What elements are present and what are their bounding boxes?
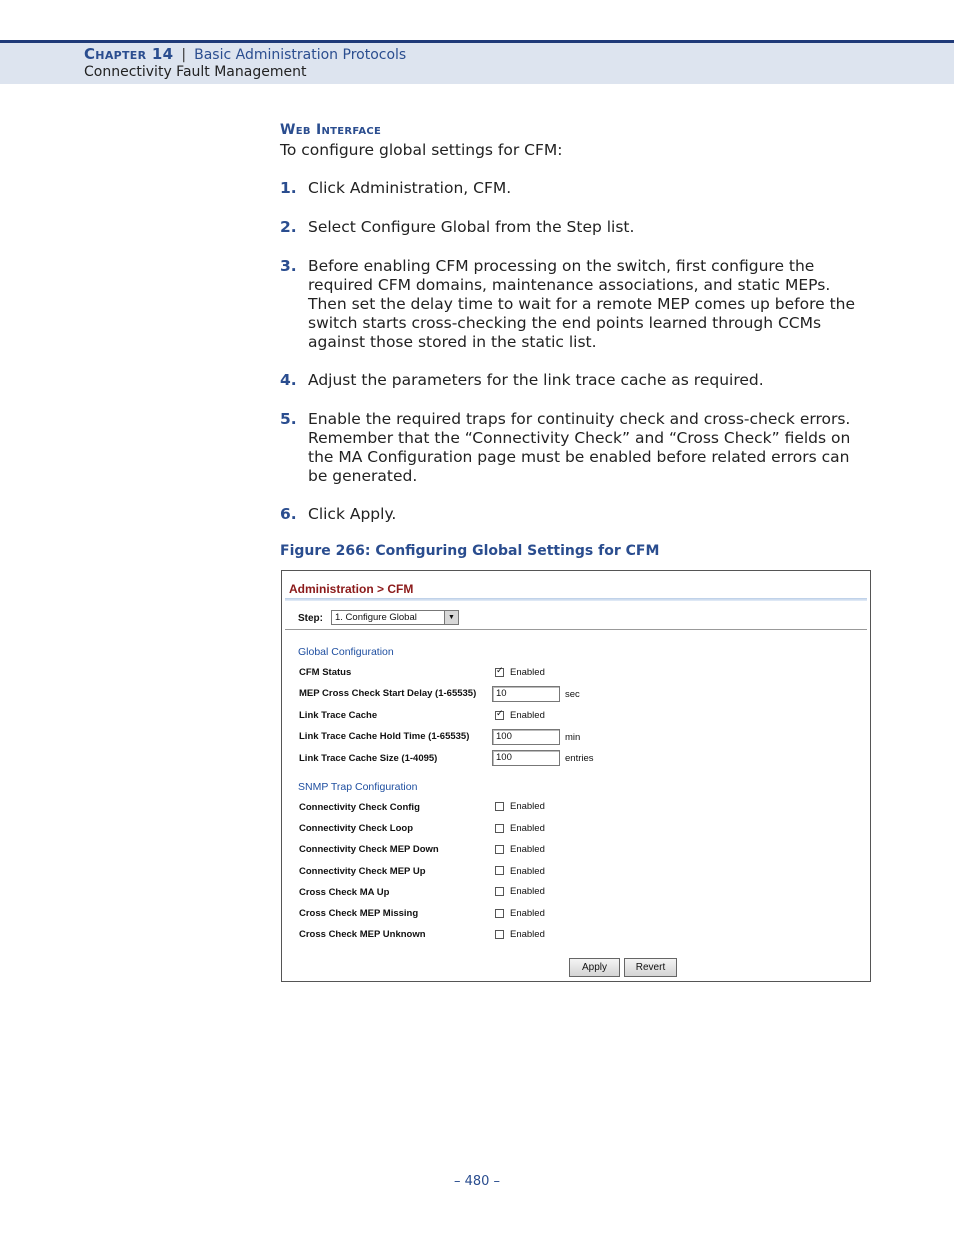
cc-loop-enabled-text: Enabled xyxy=(510,823,545,834)
cfm-status-checkbox[interactable] xyxy=(495,668,504,677)
step-divider xyxy=(285,629,867,630)
breadcrumb-divider xyxy=(285,598,867,601)
cross-check-mep-unknown-checkbox[interactable] xyxy=(495,930,504,939)
section-title: Connectivity Fault Management xyxy=(84,64,307,80)
breadcrumb: Administration > CFM xyxy=(289,582,414,596)
cc-mep-down-checkbox[interactable] xyxy=(495,845,504,854)
chapter-separator: | xyxy=(181,47,187,63)
chapter-title: Basic Administration Protocols xyxy=(194,47,407,63)
cc-mep-down-enabled-text: Enabled xyxy=(510,844,545,855)
link-trace-hold-time-label: Link Trace Cache Hold Time (1-65535) xyxy=(299,731,470,742)
revert-button[interactable]: Revert xyxy=(624,958,677,977)
cross-check-ma-up-enabled-text: Enabled xyxy=(510,886,545,897)
step-number: 2. xyxy=(280,218,297,236)
global-configuration-title: Global Configuration xyxy=(298,646,394,658)
cc-config-enabled-text: Enabled xyxy=(510,801,545,812)
cc-mep-up-checkbox[interactable] xyxy=(495,866,504,875)
link-trace-cache-size-unit: entries xyxy=(565,753,594,764)
snmp-trap-configuration-title: SNMP Trap Configuration xyxy=(298,781,418,793)
step-text: Select Configure Global from the Step list. xyxy=(308,218,635,236)
mep-cross-check-delay-label: MEP Cross Check Start Delay (1-65535) xyxy=(299,688,477,699)
figure-caption: Figure 266: Configuring Global Settings for CFM xyxy=(280,543,660,559)
cc-mep-up-enabled-text: Enabled xyxy=(510,866,545,877)
step-text: Adjust the parameters for the link trace cache as required. xyxy=(308,371,764,389)
link-trace-cache-checkbox[interactable] xyxy=(495,711,504,720)
cc-loop-label: Connectivity Check Loop xyxy=(299,823,414,834)
cc-config-label: Connectivity Check Config xyxy=(299,802,420,813)
step-text: Before enabling CFM processing on the switch, first configure the required CFM domains, maintenance associations, and static MEPs. Then set the delay time to wait for a remote MEP comes up before the switch starts cross-checking the end points learned through CCMs against those stored in the static list. xyxy=(308,257,856,351)
mep-cross-check-delay-unit: sec xyxy=(565,689,580,700)
step-number: 1. xyxy=(280,179,297,197)
chapter-line xyxy=(84,45,406,63)
cc-mep-up-label: Connectivity Check MEP Up xyxy=(299,866,426,877)
mep-cross-check-delay-input[interactable]: 10 xyxy=(492,686,560,702)
step-label: Step: xyxy=(298,613,323,624)
chapter-number: Chapter 14 xyxy=(84,45,174,63)
step-number: 4. xyxy=(280,371,297,389)
step-number: 5. xyxy=(280,410,297,428)
link-trace-cache-label: Link Trace Cache xyxy=(299,710,378,721)
cross-check-ma-up-label: Cross Check MA Up xyxy=(299,887,390,898)
cross-check-mep-missing-enabled-text: Enabled xyxy=(510,908,545,919)
intro-text: To configure global settings for CFM: xyxy=(280,141,563,159)
cross-check-mep-missing-checkbox[interactable] xyxy=(495,909,504,918)
step-number: 6. xyxy=(280,505,297,523)
cfm-status-label: CFM Status xyxy=(299,667,352,678)
cross-check-mep-unknown-label: Cross Check MEP Unknown xyxy=(299,929,426,940)
link-trace-cache-enabled-text: Enabled xyxy=(510,710,545,721)
page-number: – 480 – xyxy=(453,1174,501,1189)
cross-check-mep-unknown-enabled-text: Enabled xyxy=(510,929,545,940)
cfm-status-enabled-text: Enabled xyxy=(510,667,545,678)
link-trace-cache-size-input[interactable]: 100 xyxy=(492,750,560,766)
cross-check-ma-up-checkbox[interactable] xyxy=(495,887,504,896)
cc-config-checkbox[interactable] xyxy=(495,802,504,811)
step-select-value: 1. Configure Global xyxy=(335,612,417,623)
chevron-down-icon[interactable]: ▼ xyxy=(444,611,458,624)
cfm-screenshot xyxy=(281,570,871,982)
step-text: Click Administration, CFM. xyxy=(308,179,512,197)
step-number: 3. xyxy=(280,257,297,275)
web-interface-heading: Web Interface xyxy=(280,122,382,138)
link-trace-cache-size-label: Link Trace Cache Size (1-4095) xyxy=(299,753,438,764)
apply-button[interactable]: Apply xyxy=(569,958,620,977)
cc-loop-checkbox[interactable] xyxy=(495,824,504,833)
step-text: Enable the required traps for continuity check and cross-check errors. Remember that the “Connectivity Check” and “Cross Check” fields on the MA Configuration page must be enabled before related errors can be generated. xyxy=(308,410,851,485)
link-trace-hold-time-unit: min xyxy=(565,732,581,743)
cc-mep-down-label: Connectivity Check MEP Down xyxy=(299,844,439,855)
step-select[interactable] xyxy=(331,610,459,625)
link-trace-hold-time-input[interactable]: 100 xyxy=(492,729,560,745)
cross-check-mep-missing-label: Cross Check MEP Missing xyxy=(299,908,419,919)
step-text: Click Apply. xyxy=(308,505,397,523)
